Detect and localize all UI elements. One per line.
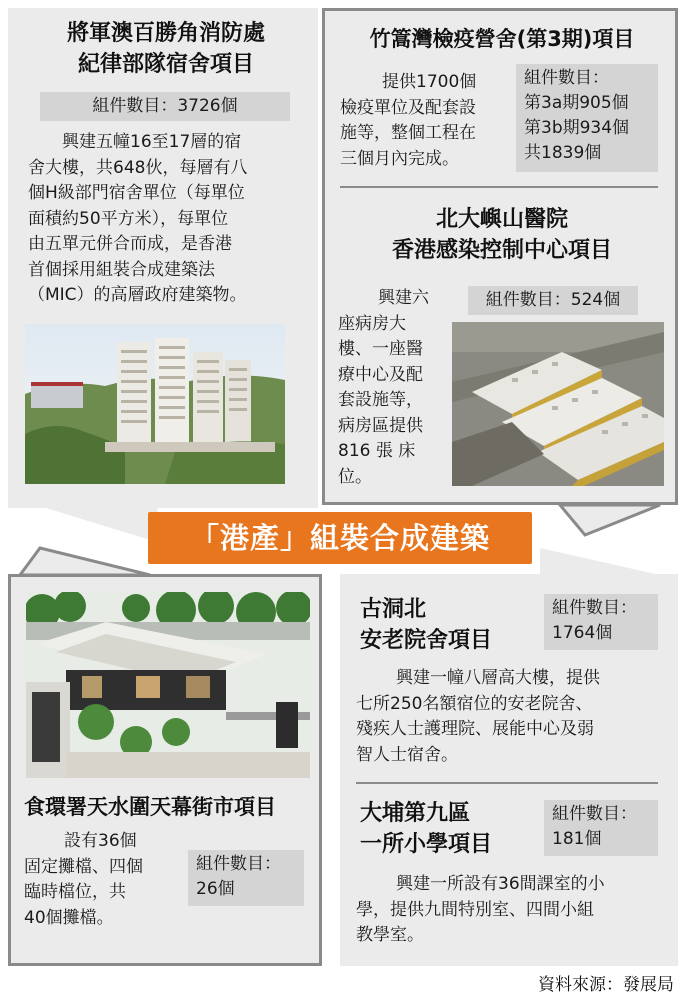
text-line: 病房區提供 bbox=[338, 415, 423, 436]
market-photo bbox=[26, 592, 310, 778]
elderly-title-line1: 古洞北 bbox=[360, 597, 427, 622]
pointer-market bbox=[20, 548, 150, 575]
market-title: 食環署天水圍天幕街市項目 bbox=[24, 795, 276, 819]
school-count-box bbox=[544, 800, 658, 856]
text-line: 位。 bbox=[338, 466, 372, 487]
count-line: 組件數目： bbox=[552, 598, 637, 618]
count-line: 第3a期905個 bbox=[524, 93, 629, 113]
source-credit: 資料來源：發展局 bbox=[538, 975, 674, 995]
count-line: 1764個 bbox=[552, 623, 613, 643]
headline-banner: 「港產」組裝合成建築 bbox=[148, 512, 532, 564]
quarantine-count-box bbox=[516, 64, 658, 172]
count-line: 181個 bbox=[552, 829, 602, 849]
fire-quarters-photo bbox=[25, 324, 285, 484]
text-line: 提供1700個 bbox=[382, 72, 477, 92]
text-line: 三個月內完成。 bbox=[340, 148, 459, 169]
fire-title-line1: 將軍澳百勝角消防處 bbox=[66, 21, 265, 46]
text-line: 興建五幢16至17層的宿 bbox=[62, 132, 242, 152]
school-title-line1: 大埔第九區 bbox=[360, 801, 471, 826]
hospital-title-line2: 香港感染控制中心項目 bbox=[391, 238, 612, 263]
text-line: 智人士宿舍。 bbox=[356, 744, 458, 765]
text-line: 興建六 bbox=[378, 288, 429, 308]
fire-description bbox=[28, 130, 314, 309]
count-line: 組件數目： bbox=[524, 68, 609, 88]
fire-title-line2: 紀律部隊宿舍項目 bbox=[77, 52, 254, 77]
text-line: 興建一幢八層高大樓，提供 bbox=[396, 668, 600, 688]
text-line: 學，提供九間特別室、四間小組 bbox=[356, 899, 594, 920]
hospital-description bbox=[338, 286, 448, 490]
text-line: 樓、一座醫 bbox=[338, 339, 423, 359]
text-line: 面積約50平方米），每單位 bbox=[28, 208, 229, 229]
text-line: 殘疾人士護理院、展能中心及弱 bbox=[356, 719, 594, 739]
count-line: 26個 bbox=[196, 879, 235, 899]
text-line: 療中心及配 bbox=[338, 364, 423, 385]
text-line: 由五單元併合而成，是香港 bbox=[28, 234, 232, 254]
pointer-quarantine bbox=[560, 505, 660, 535]
text-line: 施等，整個工程在 bbox=[340, 123, 476, 143]
market-count-box bbox=[188, 850, 304, 906]
pointer-elderly bbox=[540, 548, 660, 575]
text-line: 檢疫單位及配套設 bbox=[340, 97, 476, 118]
text-line: 個H級部門宿舍單位（每單位 bbox=[28, 183, 245, 203]
market-description bbox=[24, 829, 180, 931]
text-line: 七所250名額宿位的安老院舍、 bbox=[356, 693, 593, 714]
count-line: 組件數目： bbox=[552, 804, 637, 824]
text-line: 40個攤檔。 bbox=[24, 907, 114, 928]
elderly-count-box bbox=[544, 594, 658, 650]
hospital-photo bbox=[452, 322, 664, 486]
school-description bbox=[356, 872, 672, 949]
text-line: 設有36個 bbox=[64, 831, 137, 851]
count-line: 第3b期934個 bbox=[524, 118, 630, 138]
text-line: 舍大樓，共648伙，每層有八 bbox=[28, 157, 248, 178]
text-line: 教學室。 bbox=[356, 925, 424, 945]
text-line: 首個採用組裝合成建築法 bbox=[28, 259, 215, 280]
text-line: 套設施等， bbox=[338, 390, 423, 410]
fire-count-box: 組件數目：3726個 bbox=[40, 92, 290, 121]
divider bbox=[356, 782, 658, 784]
quarantine-title: 竹篙灣檢疫營舍(第3期)項目 bbox=[369, 27, 635, 51]
hospital-count-box: 組件數目：524個 bbox=[468, 286, 638, 315]
pointer-fire bbox=[20, 500, 160, 540]
text-line: 興建一所設有36間課室的小 bbox=[396, 874, 605, 894]
elderly-description bbox=[356, 666, 672, 768]
school-title-line2: 一所小學項目 bbox=[360, 832, 493, 857]
text-line: 座病房大 bbox=[338, 313, 406, 334]
text-line: （MIC）的高層政府建築物。 bbox=[28, 285, 247, 305]
hospital-title-line1: 北大嶼山醫院 bbox=[435, 207, 568, 232]
text-line: 固定攤檔、四個 bbox=[24, 856, 143, 877]
divider bbox=[340, 186, 658, 188]
quarantine-description bbox=[340, 70, 510, 172]
text-line: 816 張 床 bbox=[338, 441, 416, 461]
count-line: 組件數目： bbox=[196, 854, 281, 874]
text-line: 臨時檔位，共 bbox=[24, 882, 126, 902]
elderly-title-line2: 安老院舍項目 bbox=[360, 628, 493, 653]
count-line: 共1839個 bbox=[524, 143, 602, 163]
